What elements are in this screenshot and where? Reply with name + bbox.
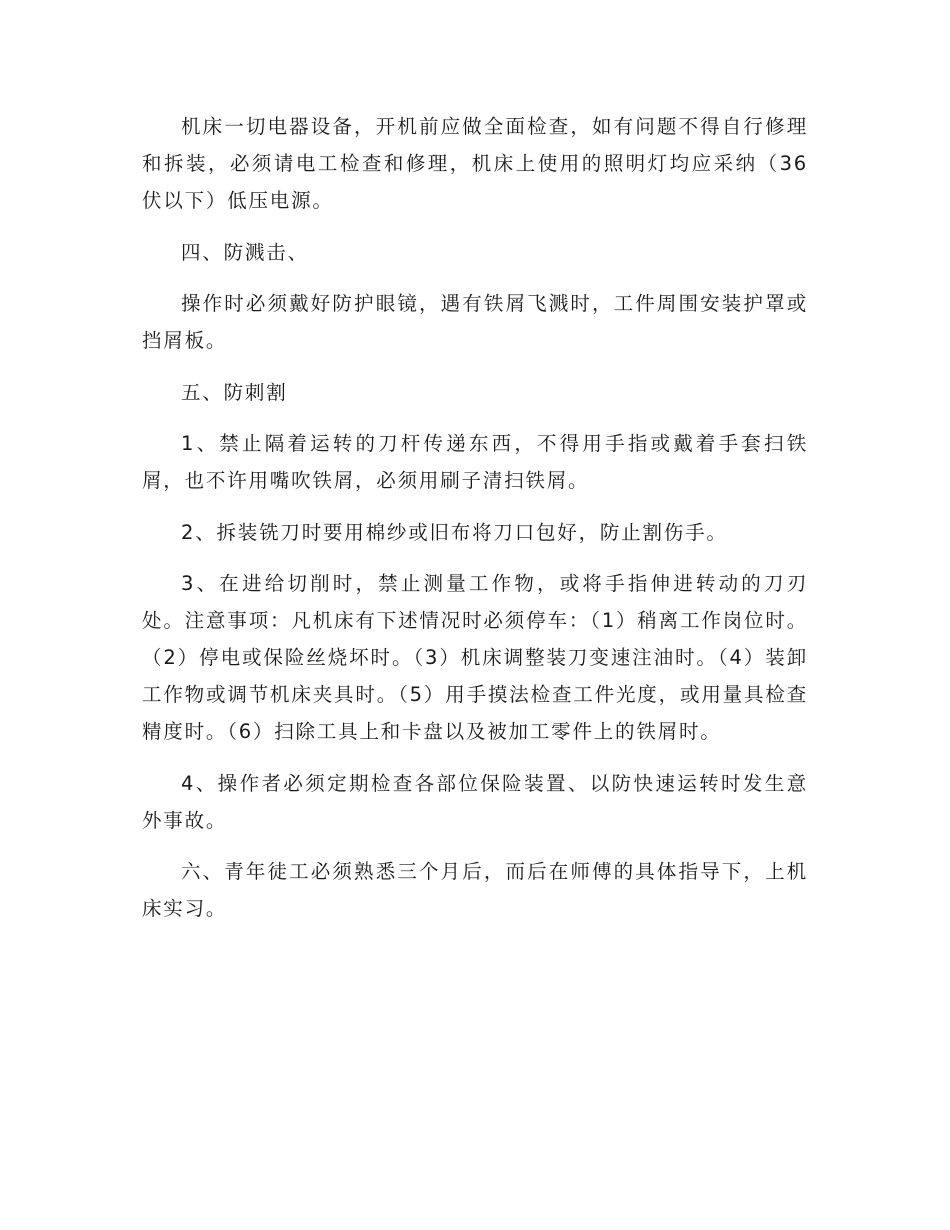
paragraph-item-2-cutter-handling: 2、拆装铣刀时要用棉纱或旧布将刀口包好，防止割伤手。 <box>181 520 728 544</box>
paragraph-item-3-stop-conditions: 3、在进给切削时，禁止测量工作物，或将手指伸进转动的刀刃处。注意事项：凡机床有下述情况时必须停车：（1）稍离工作岗位时。（2）停电或保险丝烧坏时。（3）机床调整装刀变速注油时。（4）装卸工作物或调节机床夹具时。（5）用手摸法检查工件光度，或用量具检查精度时。（6）扫除工具上和卡盘以及被加工零件上的铁屑时。 <box>142 572 808 743</box>
paragraph-electrical-equipment: 机床一切电器设备，开机前应做全面检查，如有问题不得自行修理和拆装，必须请电工检查和修理，机床上使用的照明灯均应采纳（36伏以下）低压电源。 <box>142 115 808 212</box>
section-heading-cut-protection: 五、防刺割 <box>181 380 288 404</box>
section-heading-splash-protection: 四、防溅击、 <box>181 240 309 264</box>
paragraph-protective-goggles: 操作时必须戴好防护眼镜，遇有铁屑飞溅时，工件周围安装护罩或挡屑板。 <box>142 292 808 352</box>
document-body <box>142 108 808 942</box>
paragraph-item-4-safety-devices: 4、操作者必须定期检查各部位保险装置、以防快速运转时发生意外事故。 <box>142 771 808 832</box>
paragraph-apprentice-training: 六、青年徒工必须熟悉三个月后，而后在师傅的具体指导下，上机床实习。 <box>142 860 808 920</box>
paragraph-item-1-chip-removal: 1、禁止隔着运转的刀杆传递东西，不得用手指或戴着手套扫铁屑，也不许用嘴吹铁屑，必须用刷子清扫铁屑。 <box>142 432 808 492</box>
